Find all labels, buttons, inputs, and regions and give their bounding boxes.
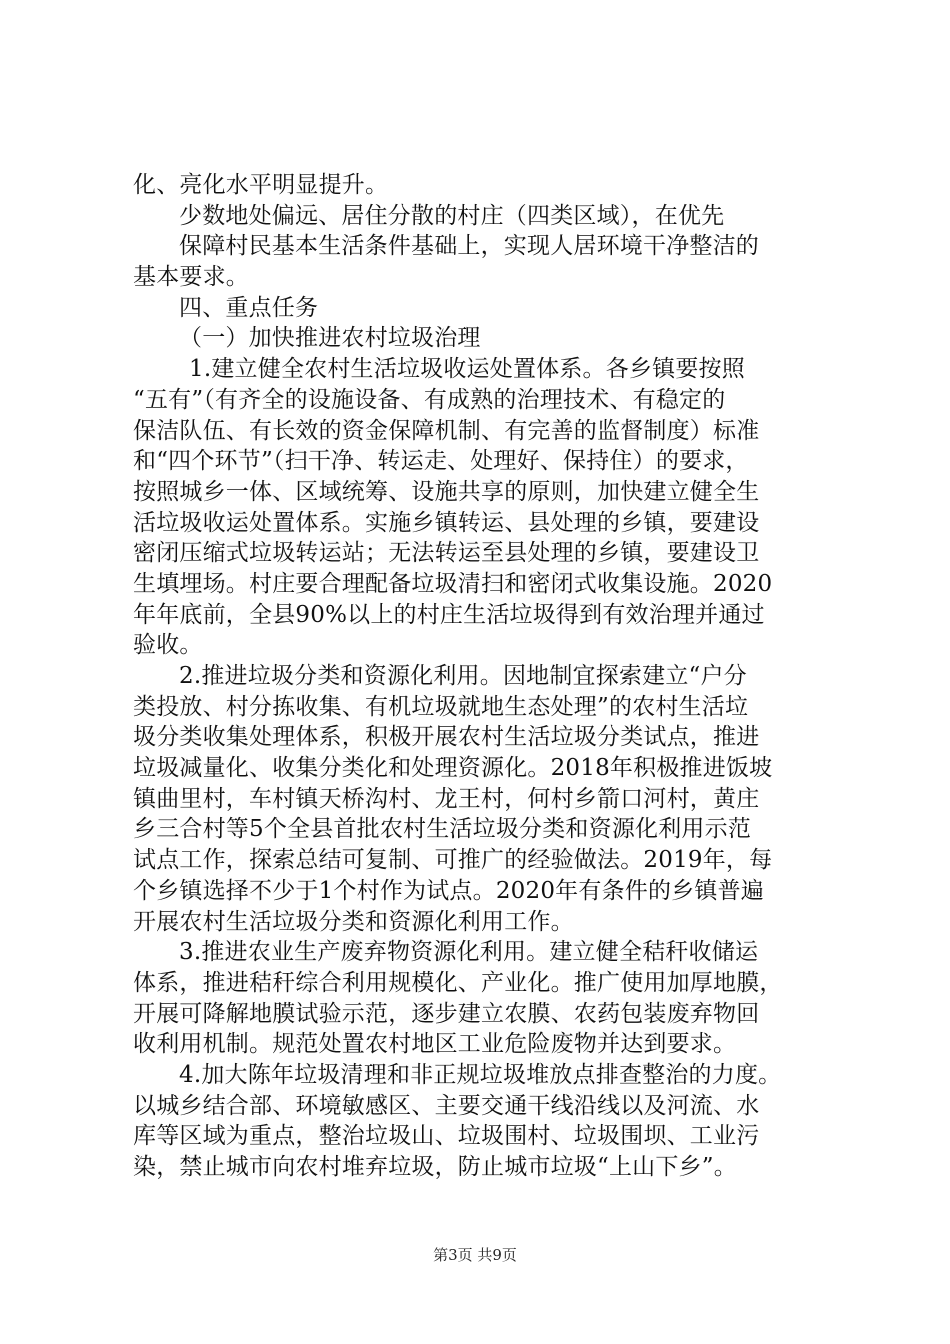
text-line: 以城乡结合部、环境敏感区、主要交通干线沿线以及河流、水 (133, 1092, 760, 1119)
page-number-footer: 第3页 共9页 (433, 1246, 517, 1264)
text-line: 垃圾减量化、收集分类化和处理资源化。2018年积极推进饭坡 (133, 755, 773, 782)
section-heading: 四、重点任务 (179, 294, 319, 321)
text-line: 开展农村生活垃圾分类和资源化利用工作。 (133, 908, 574, 935)
text-line: 染，禁止城市向农村堆弃垃圾，防止城市垃圾“上山下乡”。 (133, 1154, 737, 1180)
text-line: 活垃圾收运处置体系。实施乡镇转运、县处理的乡镇，要建设 (133, 509, 760, 536)
text-line: 开展可降解地膜试验示范，逐步建立农膜、农药包装废弃物回 (133, 1000, 760, 1027)
text-line: 4.加大陈年垃圾清理和非正规垃圾堆放点排查整治的力度。 (179, 1061, 782, 1088)
text-line: 生填埋场。村庄要合理配备垃圾清扫和密闭式收集设施。2020 (133, 570, 773, 597)
text-line: 个乡镇选择不少于1个村作为试点。2020年有条件的乡镇普遍 (133, 877, 764, 904)
document-body (133, 170, 838, 1183)
text-line: 体系，推进秸秆综合利用规模化、产业化。推广使用加厚地膜， (133, 969, 783, 996)
text-line: 2.推进垃圾分类和资源化利用。因地制宜探索建立“户分 (179, 663, 747, 689)
text-line: 少数地处偏远、居住分散的村庄（四类区域），在优先 (179, 202, 725, 229)
text-line: 库等区域为重点，整治垃圾山、垃圾围村、垃圾围坝、工业污 (133, 1123, 760, 1150)
text-line: 圾分类收集处理体系，积极开展农村生活垃圾分类试点，推进 (133, 724, 760, 751)
text-line: 基本要求。 (133, 264, 249, 291)
text-line: 类投放、村分拣收集、有机垃圾就地生态处理”的农村生活垃 (133, 693, 749, 720)
subsection-heading: （一）加快推进农村垃圾治理 (179, 325, 481, 352)
text-line: 3.推进农业生产废弃物资源化利用。建立健全秸秆收储运 (179, 939, 759, 966)
text-line: “五有”（有齐全的设施设备、有成熟的治理技术、有稳定的 (133, 386, 726, 413)
text-line: 保障村民基本生活条件基础上，实现人居环境干净整洁的 (179, 233, 759, 260)
text-line: 1.建立健全农村生活垃圾收运处置体系。各乡镇要按照 (189, 356, 745, 383)
text-line: 化、亮化水平明显提升。 (133, 172, 389, 198)
text-line: 镇曲里村，车村镇天桥沟村、龙王村，何村乡箭口河村，黄庄 (133, 785, 760, 812)
text-line: 密闭压缩式垃圾转运站；无法转运至县处理的乡镇，要建设卫 (133, 540, 760, 567)
text-line: 和“四个环节”（扫干净、转运走、处理好、保持住）的要求， (133, 448, 749, 475)
text-line: 收利用机制。规范处置农村地区工业危险废物并达到要求。 (133, 1031, 737, 1058)
text-line: 保洁队伍、有长效的资金保障机制、有完善的监督制度）标准 (133, 417, 760, 444)
text-line: 按照城乡一体、区域统筹、设施共享的原则，加快建立健全生 (133, 478, 760, 505)
text-line: 年年底前，全县90%以上的村庄生活垃圾得到有效治理并通过 (133, 601, 765, 628)
text-line: 试点工作，探索总结可复制、可推广的经验做法。2019年，每 (133, 847, 773, 874)
text-line: 乡三合村等5个全县首批农村生活垃圾分类和资源化利用示范 (133, 816, 752, 843)
text-line: 验收。 (133, 632, 203, 659)
